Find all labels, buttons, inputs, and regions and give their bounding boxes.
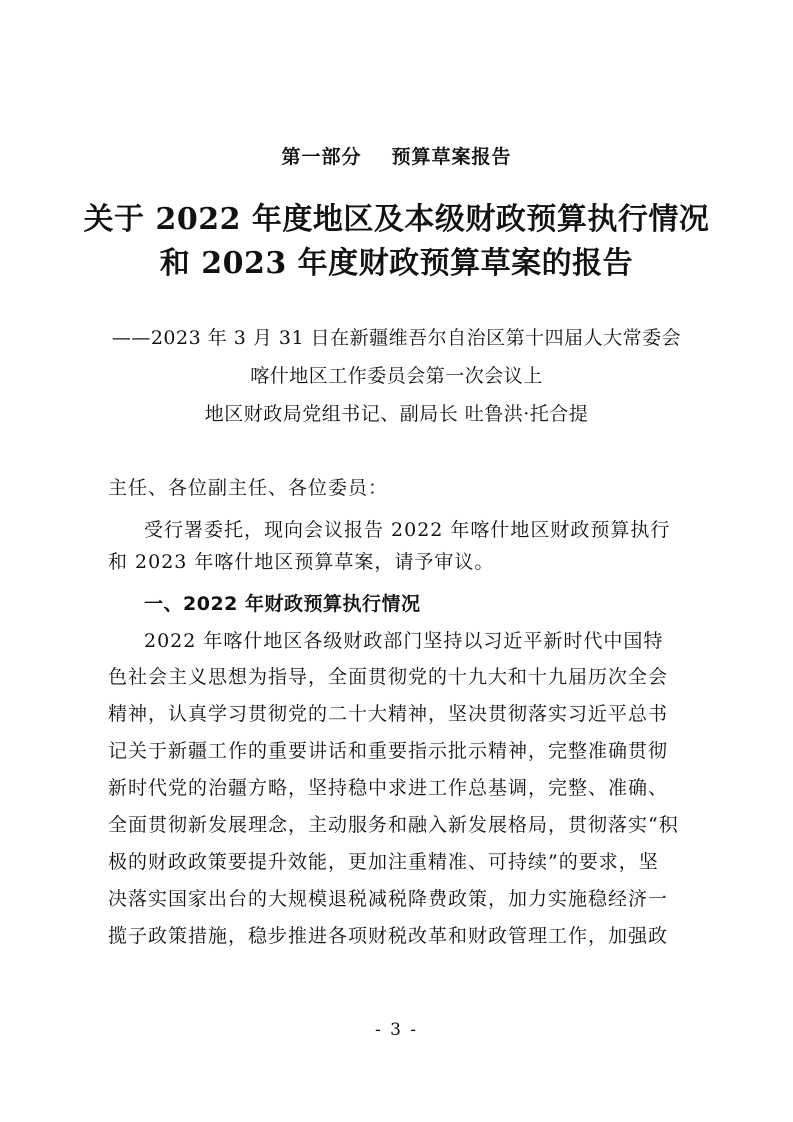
- paragraph-line: 全面贯彻新发展理念，主动服务和融入新发展格局，贯彻落实“积: [108, 814, 679, 836]
- part-label: 第一部分: [281, 146, 362, 168]
- part-heading: [0, 142, 793, 169]
- paragraph-line: 决落实国家出台的大规模退税减税降费政策，加力实施稳经济一: [108, 888, 669, 910]
- paragraph-line: 记关于新疆工作的重要讲话和重要指示批示精神，完整准确贯彻: [108, 740, 669, 762]
- intro-line-1: 受行署委托，现向会议报告 2022 年喀什地区财政预算执行: [144, 519, 671, 541]
- report-title-line-2: 和 2023 年度财政预算草案的报告: [159, 246, 634, 281]
- subtitle-line-2: 喀什地区工作委员会第一次会议上: [250, 365, 543, 387]
- report-title-line-1: 关于 2022 年度地区及本级财政预算执行情况: [83, 202, 710, 237]
- part-title: 预算草案报告: [391, 146, 512, 168]
- salutation: 主任、各位副主任、各位委员：: [108, 477, 389, 499]
- paragraph-line: 极的财政政策要提升效能，更加注重精准、可持续”的要求，坚: [108, 851, 659, 873]
- page-number: - 3 -: [374, 1020, 419, 1040]
- subtitle-line-1: ——2023 年 3 月 31 日在新疆维吾尔自治区第十四届人大常委会: [111, 327, 682, 349]
- paragraph-line: 揽子政策措施，稳步推进各项财税改革和财政管理工作，加强政: [108, 925, 669, 947]
- subtitle-line-3: 地区财政局党组书记、副局长 吐鲁洪·托合提: [204, 403, 589, 425]
- section-heading: 一、2022 年财政预算执行情况: [144, 593, 421, 615]
- paragraph-line: 精神，认真学习贯彻党的二十大精神，坚决贯彻落实习近平总书: [108, 703, 669, 725]
- paragraph-line: 2022 年喀什地区各级财政部门坚持以习近平新时代中国特: [144, 630, 664, 652]
- intro-line-2: 和 2023 年喀什地区预算草案，请予审议。: [108, 551, 495, 573]
- paragraph-line: 色社会主义思想为指导，全面贯彻党的十九大和十九届历次全会: [108, 666, 669, 688]
- paragraph-line: 新时代党的治疆方略，坚持稳中求进工作总基调，完整、准确、: [108, 777, 669, 799]
